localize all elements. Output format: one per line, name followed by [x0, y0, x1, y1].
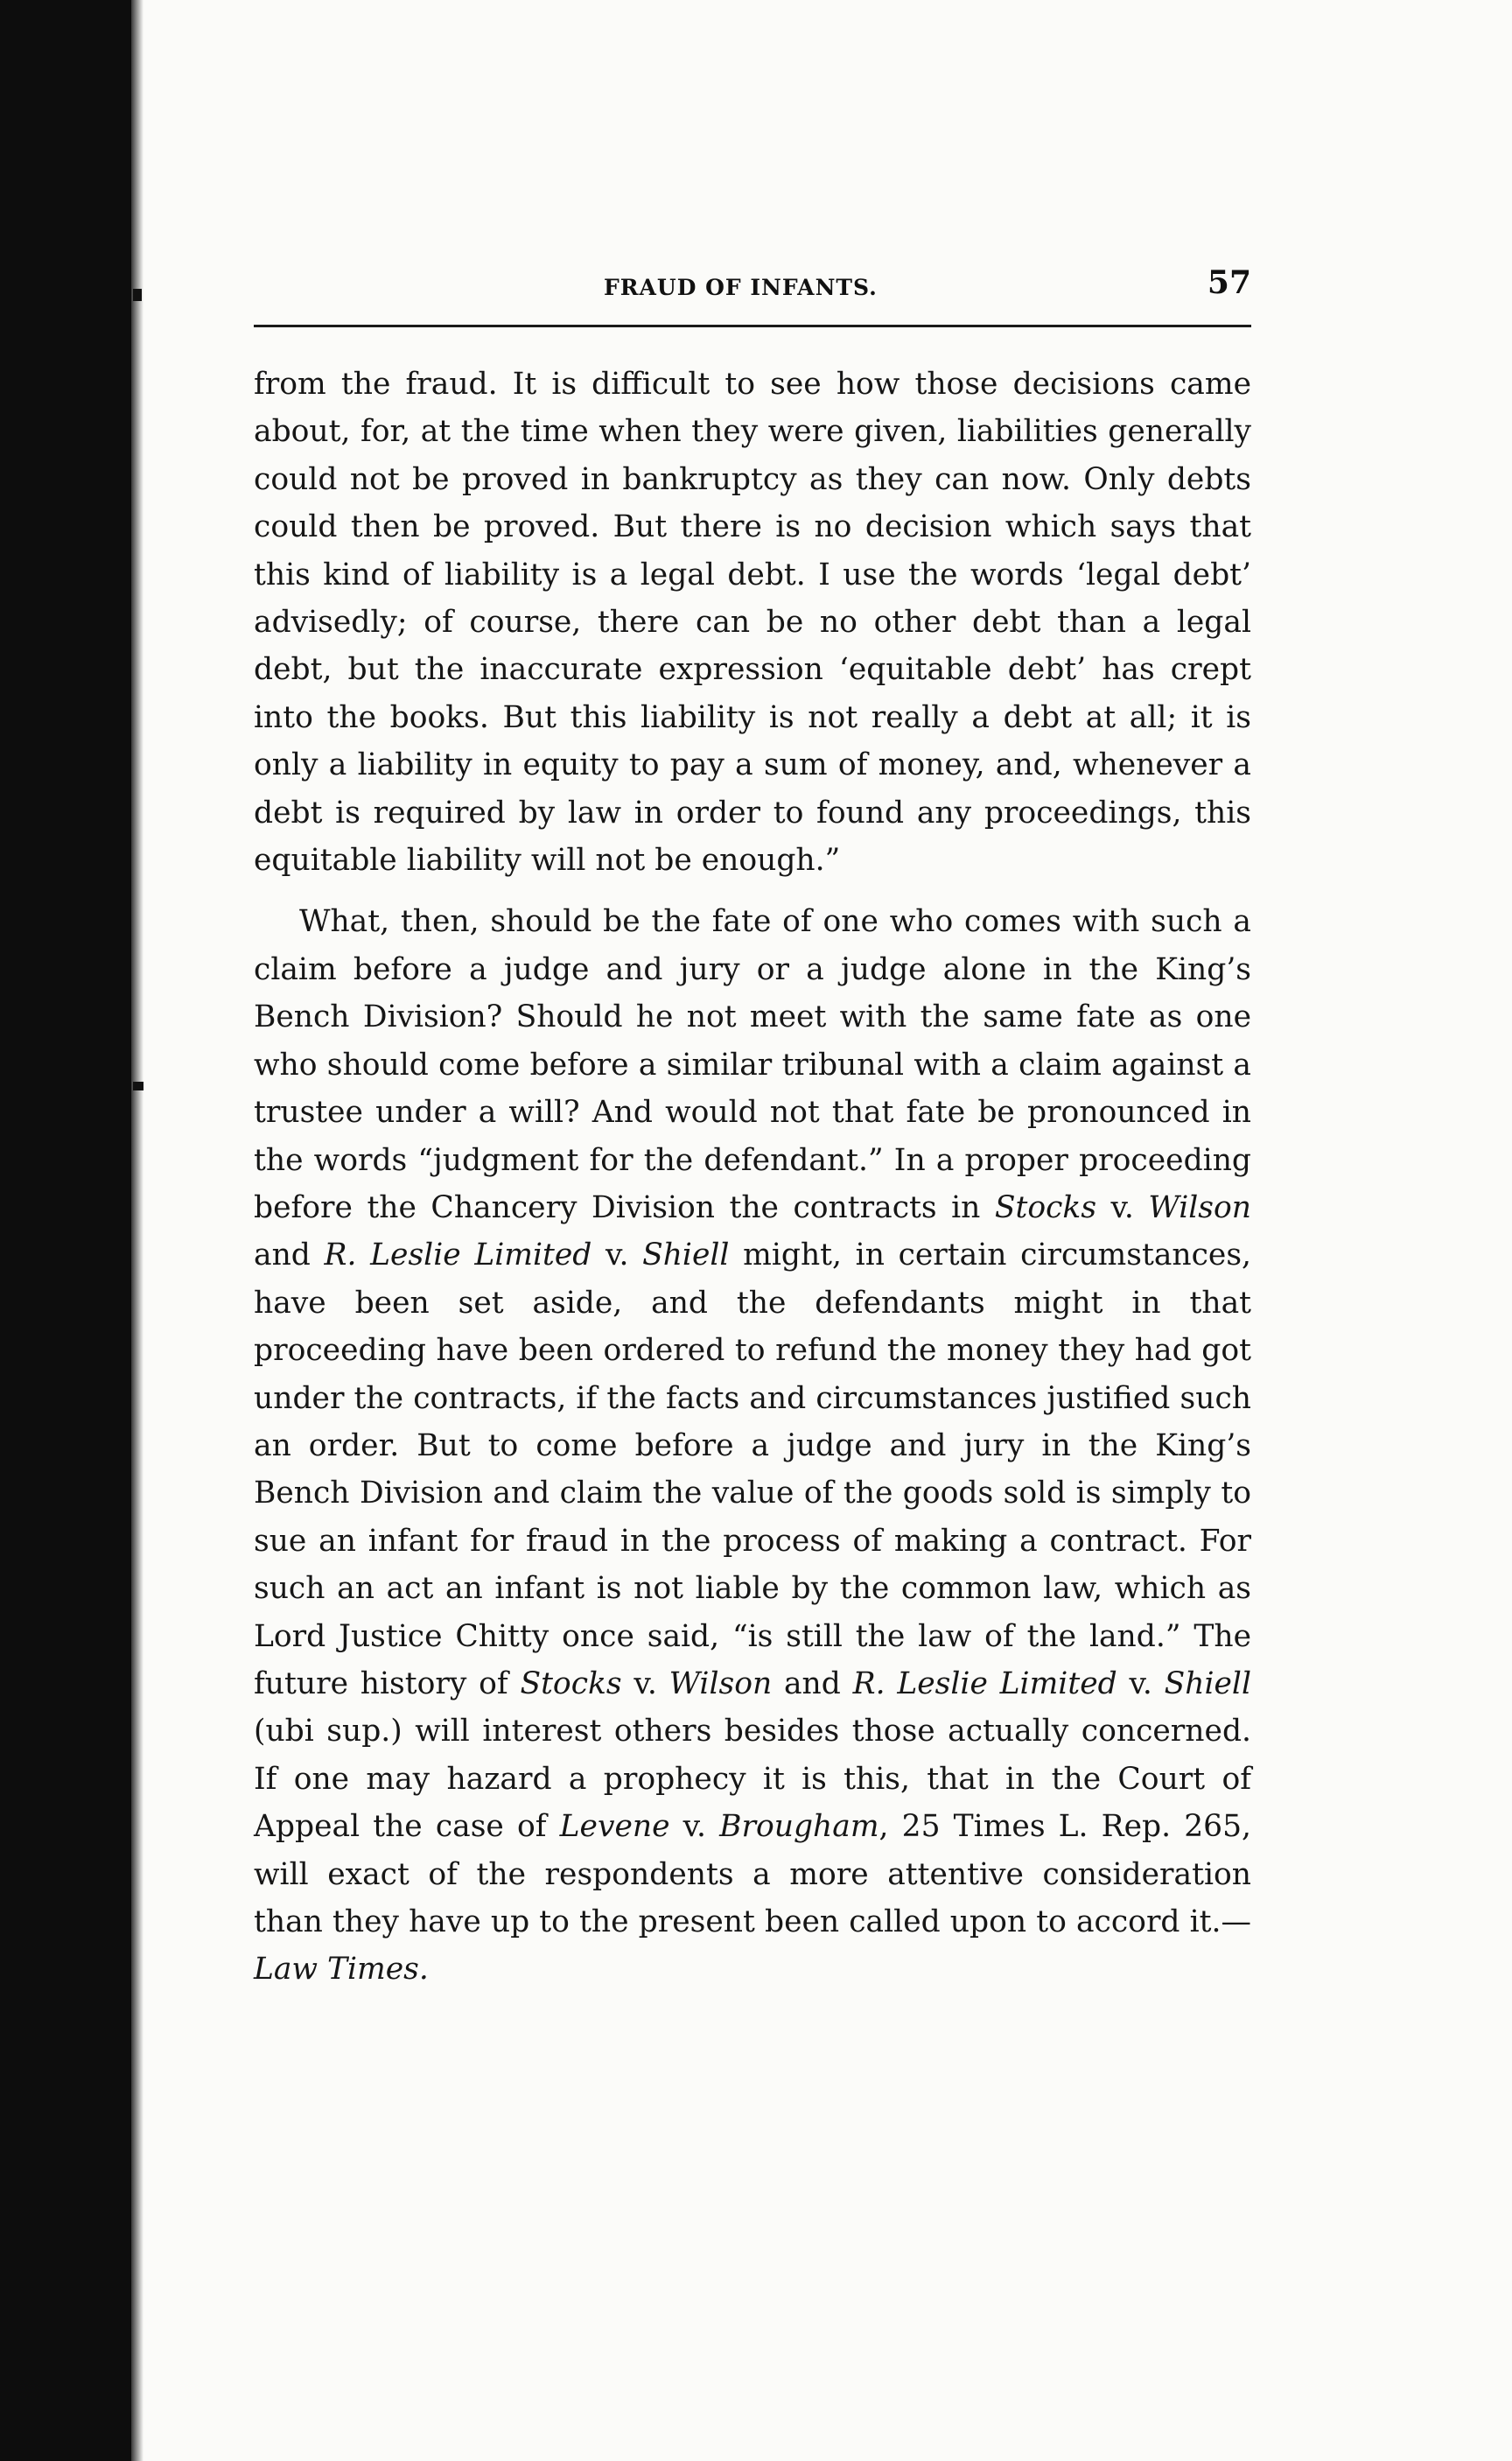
- text-run: What, then, should be the fate of one who comes with such a claim before a judge and jury or a judge alone in the King’s Bench Division? Should he not meet with the same fate as one who should come before a similar tribunal with a claim against a trustee under a will? And would not that fate be pronounced in the words “judgment for the defendant.” In a proper proceeding before the Chancery Division the contracts in: [254, 904, 1251, 1225]
- page-header: [254, 264, 1251, 319]
- header-rule: [254, 325, 1251, 327]
- text-run: v.: [1096, 1189, 1149, 1225]
- italic-text: Law Times.: [254, 1952, 429, 1988]
- scan-speck: [133, 289, 142, 301]
- running-head: FRAUD OF INFANTS.: [604, 275, 878, 300]
- text-run: v.: [669, 1809, 720, 1845]
- text-run: (ubi sup.) will interest others besides those actually concerned. If one may hazard a prophecy it is this, that in the Court of Appeal the case of: [254, 1714, 1251, 1845]
- text-run: from the fraud. It is difficult to see how those decisions came about, for, at the time when they were given, liabilities generally could not be proved in bankruptcy as they can now. Only debts could then be proved. But there is no decision which says that this kind of liability is a legal debt. I use the words ‘legal debt’ advisedly; of course, there can be no other debt than a legal debt, but the inaccurate expression ‘equitable debt’ has crept into the books. But this liability is not really a debt at all; it is only a liability in equity to pay a sum of money, and, whenever a debt is required by law in order to found any proceedings, this equitable liability will not be enough.”: [254, 367, 1251, 879]
- italic-text: Wilson: [1148, 1189, 1251, 1225]
- italic-text: Stocks: [994, 1189, 1097, 1225]
- binding-shadow: [131, 0, 144, 2461]
- italic-text: Shiell: [1164, 1665, 1251, 1701]
- text-run: might, in certain circumstances, have been set aside, and the defendants might in that proceeding have been ordered to refund the money they had got under the contracts, if the facts and circumstances justified such an order. But to come before a judge and jury in the King’s Bench Division and claim the value of the goods sold is simply to sue an infant for fraud in the process of making a contract. For such an act an infant is not liable by the common law, which as Lord Justice Chitty once said, “is still the law of the land.” The future history of: [254, 1238, 1252, 1701]
- italic-text: R. Leslie Limited: [852, 1665, 1117, 1701]
- scan-speck: [133, 1082, 144, 1090]
- italic-text: Brougham: [719, 1809, 879, 1845]
- text-run: v.: [1116, 1665, 1165, 1701]
- page-number: 57: [1207, 264, 1251, 301]
- text-run: v.: [592, 1238, 643, 1273]
- paragraph-2: [254, 898, 1251, 1993]
- text-run: v.: [621, 1665, 669, 1701]
- italic-text: R. Leslie Limited: [324, 1238, 592, 1273]
- italic-text: Wilson: [668, 1665, 773, 1701]
- italic-text: Levene: [559, 1809, 670, 1845]
- italic-text: Shiell: [642, 1238, 730, 1273]
- binding-edge: [0, 0, 131, 2461]
- text-run: , 25 Times L. Rep. 265, will exact of the respondents a more attentive consideration than they have up to the present been called upon to accord it.—: [254, 1809, 1252, 1939]
- text-run: and: [772, 1665, 853, 1701]
- paragraph-1: [254, 361, 1251, 884]
- text-run: and: [254, 1238, 325, 1273]
- italic-text: Stocks: [520, 1665, 622, 1701]
- article-body: [254, 361, 1251, 1994]
